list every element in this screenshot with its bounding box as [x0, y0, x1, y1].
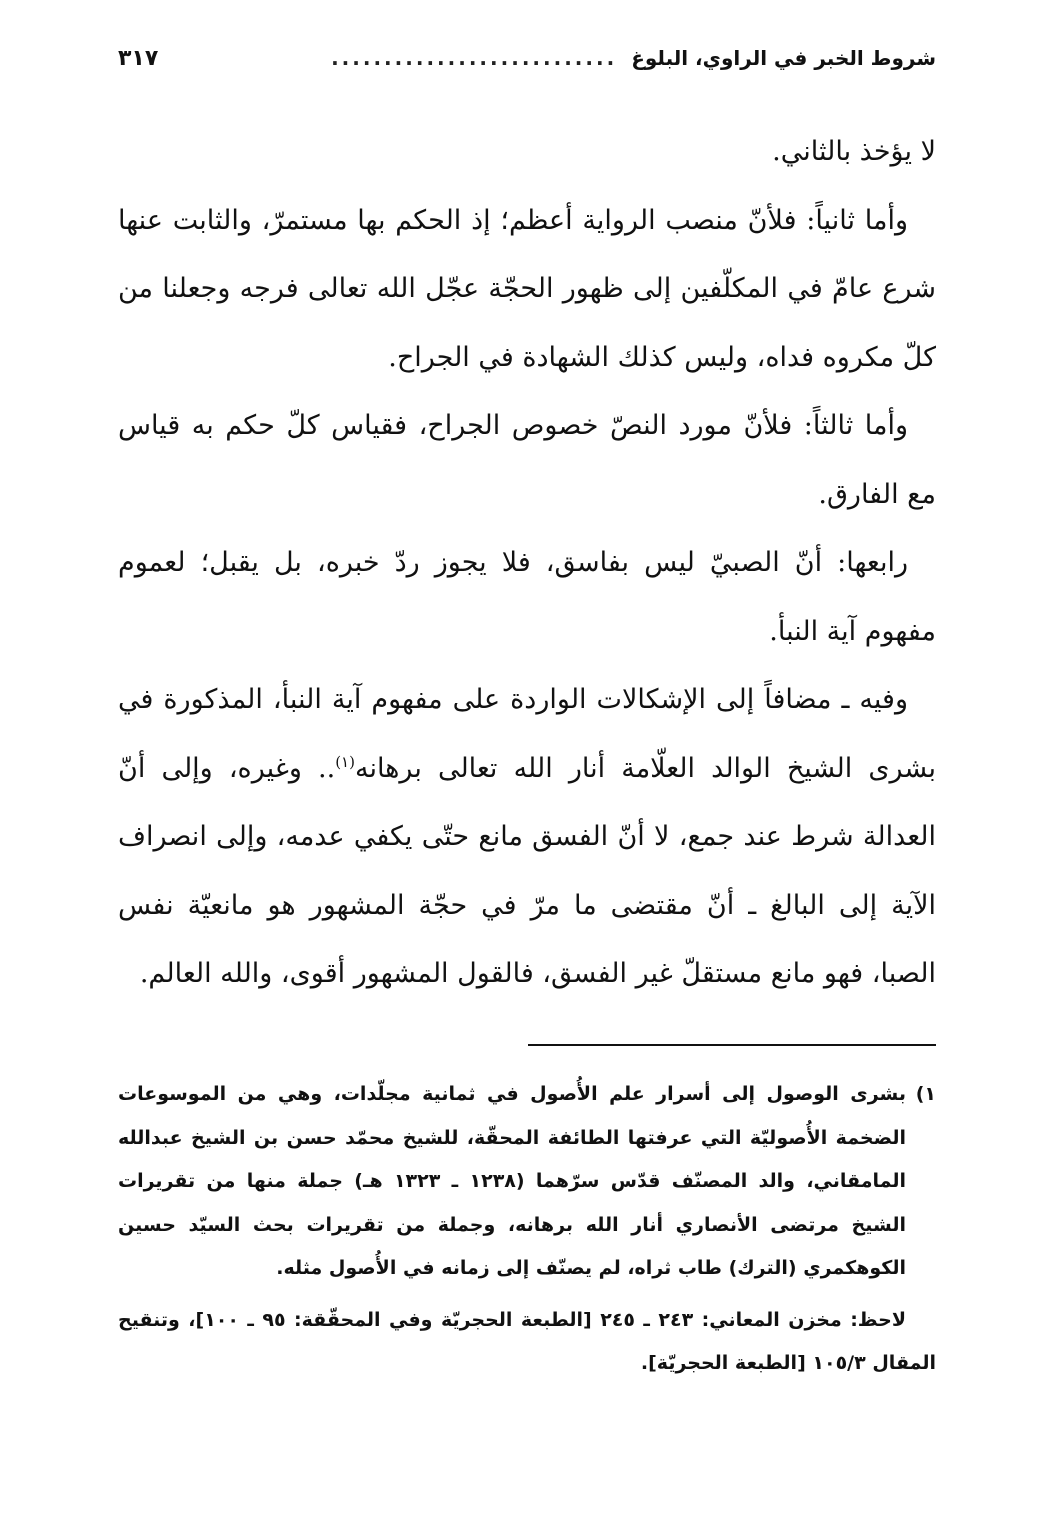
footnote-1-text: بشرى الوصول إلى أسرار علم الأُصول في ثمانية مجلّدات، وهي من الموسوعات الضخمة الأُصوليّة التي عرفتها الطائفة المحقّة، للشيخ محمّد حسن بن الشيخ عبدالله المامقاني، والد المصنّف قدّس سرّهما (١٢٣٨ ـ ١٣٢٣ هـ) جملة منها من تقريرات الشيخ مرتضى الأنصاري أنار الله برهانه، وجملة من تقريرات بحث السيّد حسين الكوهكمري (الترك) طاب ثراه، لم يصنّف إلى زمانه في الأُصول مثله. [118, 1083, 906, 1279]
footnote-reference-1[interactable]: (١) [335, 752, 355, 771]
paragraph-5-part-1: وفيه ـ مضافاً إلى الإشكالات الواردة على مفهوم آية النبأ، المذكورة في بشرى الشيخ الوالد العلّامة أنار الله تعالى برهانه [118, 684, 936, 784]
paragraph-3: وأما ثالثاً: فلأنّ مورد النصّ خصوص الجراح، فقياس كلّ حكم به قياس مع الفارق. [118, 410, 936, 510]
paragraph-5-part-2: .. وغيره، وإلى أنّ العدالة شرط عند جمع، لا أنّ الفسق مانع حتّى يكفي عدمه، وإلى انصراف الآية إلى البالغ ـ أنّ مقتضى ما مرّ في حجّة المشهور هو مانعيّة نفس الصبا، فهو مانع مستقلّ غير الفسق، فالقول المشهور أقوى، والله العالم. [118, 752, 936, 989]
paragraph-2: وأما ثانياً: فلأنّ منصب الرواية أعظم؛ إذ الحكم بها مستمرّ، والثابت عنها شرع عامّ في المكلّفين إلى ظهور الحجّة عجّل الله تعالى فرجه وجعلنا من كلّ مكروه فداه، وليس كذلك الشهادة في الجراح. [118, 204, 936, 373]
footnote-separator [528, 1044, 936, 1046]
paragraph-4: رابعها: أنّ الصبيّ ليس بفاسق، فلا يجوز ردّ خبره، بل يقبل؛ لعموم مفهوم آية النبأ. [118, 547, 936, 647]
footnotes [118, 1073, 936, 1386]
paragraph-5 [118, 666, 936, 1009]
footnote-reference-text: لاحظ: مخزن المعاني: ٢٤٣ ـ ٢٤٥ [الطبعة الحجريّة وفي المحقّقة: ٩٥ ـ ١٠٠]، وتنقيح المقال ١٠٥/٣ [الطبعة الحجريّة]. [118, 1308, 936, 1374]
running-header [118, 38, 936, 78]
header-dot-leader: ........................... [331, 46, 618, 70]
footnote-number: ١) [915, 1083, 936, 1105]
paragraph-1: لا يؤخذ بالثاني. [772, 136, 936, 167]
main-text [118, 118, 936, 1009]
header-title: شروط الخبر في الراوي، البلوغ [631, 46, 936, 70]
footnote-1 [118, 1073, 936, 1291]
page-number: ٣١٧ [118, 45, 159, 71]
